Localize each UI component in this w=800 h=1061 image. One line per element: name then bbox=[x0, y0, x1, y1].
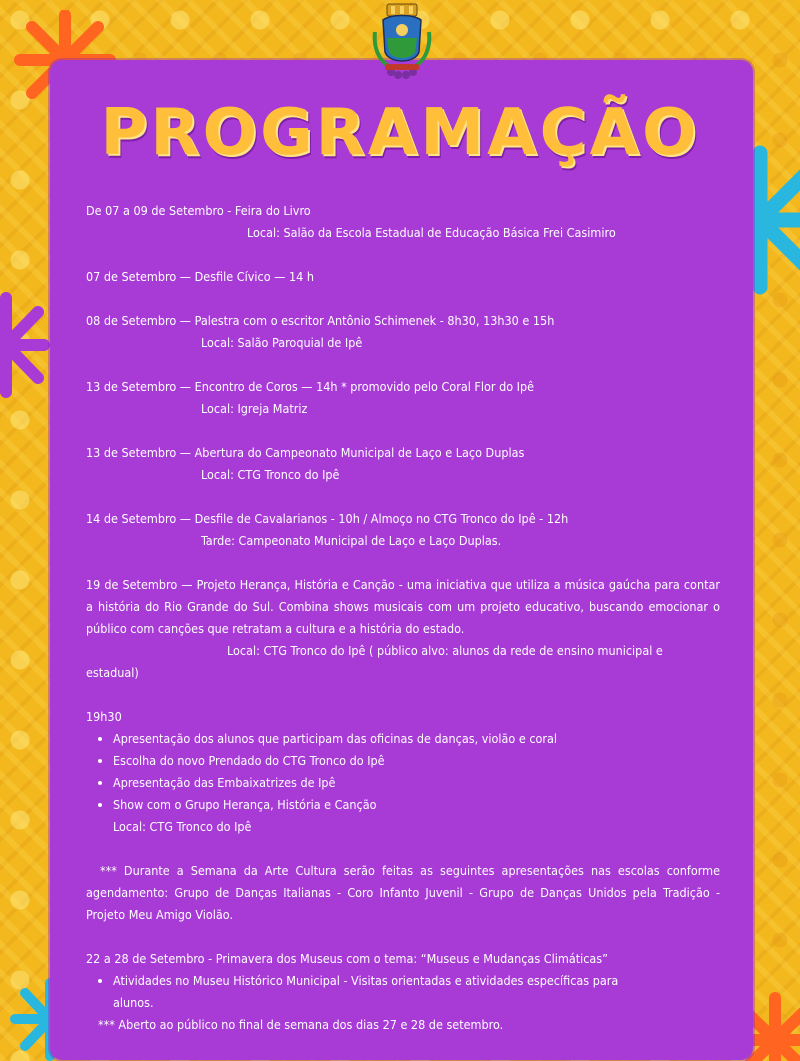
list-item-continued: alunos. bbox=[113, 995, 154, 1010]
event-primavera-museus bbox=[86, 948, 720, 1036]
schedule-content bbox=[86, 200, 720, 1036]
event-feira-do-livro bbox=[86, 200, 720, 244]
event-line: 13 de Setembro — Encontro de Coros — 14h * promovido pelo Coral Flor do Ipê bbox=[86, 379, 535, 394]
event-line: 07 de Setembro — Desfile Cívico — 14 h bbox=[86, 269, 314, 284]
museus-note: *** Aberto ao público no final de semana dos dias 27 e 28 de setembro. bbox=[98, 1017, 504, 1032]
page-title: PROGRAMAÇÃO bbox=[100, 96, 700, 170]
list-item: • Show com o Grupo Herança, História e Canção bbox=[113, 794, 720, 816]
school-presentations-note: *** Durante a Semana da Arte Cultura serão feitas as seguintes apresentações nas escolas conforme agendamento: Grupo de Danças Italianas - Coro Infanto Juvenil - Grupo de Danças Unidos pela Tradição - Projeto Meu Amigo Violão. bbox=[86, 863, 720, 922]
event-projeto-heranca bbox=[86, 574, 720, 684]
event-palestra bbox=[86, 310, 720, 354]
event-desfile-cavalarianos bbox=[86, 508, 720, 552]
evening-program bbox=[86, 706, 720, 838]
museus-list bbox=[86, 970, 720, 992]
list-item: • Escolha do novo Prendado do CTG Tronco do Ipê bbox=[113, 750, 720, 772]
event-local: Local: CTG Tronco do Ipê ( público alvo: alunos da rede de ensino municipal e bbox=[227, 643, 663, 658]
evening-time: 19h30 bbox=[86, 709, 122, 724]
event-line: 13 de Setembro — Abertura do Campeonato Municipal de Laço e Laço Duplas bbox=[86, 445, 525, 460]
event-line: 14 de Setembro — Desfile de Cavalarianos - 10h / Almoço no CTG Tronco do Ipê - 12h bbox=[86, 511, 569, 526]
event-desfile-civico bbox=[86, 266, 720, 288]
event-local: Local: Igreja Matriz bbox=[201, 401, 308, 416]
event-campeonato-laco bbox=[86, 442, 720, 486]
list-item: • Apresentação dos alunos que participam das oficinas de danças, violão e coral bbox=[113, 728, 720, 750]
purple-star-decoration-left bbox=[0, 290, 50, 400]
event-local: Tarde: Campeonato Municipal de Laço e Laço Duplas. bbox=[201, 533, 502, 548]
evening-local: Local: CTG Tronco do Ipê bbox=[113, 819, 252, 834]
event-line: 22 a 28 de Setembro - Primavera dos Museus com o tema: “Museus e Mudanças Climáticas” bbox=[86, 951, 608, 966]
event-local: Local: Salão Paroquial de Ipê bbox=[201, 335, 363, 350]
event-line: 08 de Setembro — Palestra com o escritor Antônio Schimenek - 8h30, 13h30 e 15h bbox=[86, 313, 555, 328]
municipal-crest-icon bbox=[371, 2, 433, 84]
event-encontro-de-coros bbox=[86, 376, 720, 420]
event-local: Local: Salão da Escola Estadual de Educação Básica Frei Casimiro bbox=[247, 225, 616, 240]
list-item: • Atividades no Museu Histórico Municipal - Visitas orientadas e atividades específicas para bbox=[113, 970, 720, 992]
event-description: 19 de Setembro — Projeto Herança, História e Canção - uma iniciativa que utiliza a música gaúcha para contar a história do Rio Grande do Sul. Combina shows musicais com um projeto educativo, buscando emocionar o público com canções que retratam a cultura e a história do estado. bbox=[86, 577, 720, 636]
event-local-continued: estadual) bbox=[86, 665, 139, 680]
list-item: • Apresentação das Embaixatrizes de Ipê bbox=[113, 772, 720, 794]
event-local: Local: CTG Tronco do Ipê bbox=[201, 467, 340, 482]
evening-list bbox=[86, 728, 720, 816]
event-line: De 07 a 09 de Setembro - Feira do Livro bbox=[86, 203, 311, 218]
